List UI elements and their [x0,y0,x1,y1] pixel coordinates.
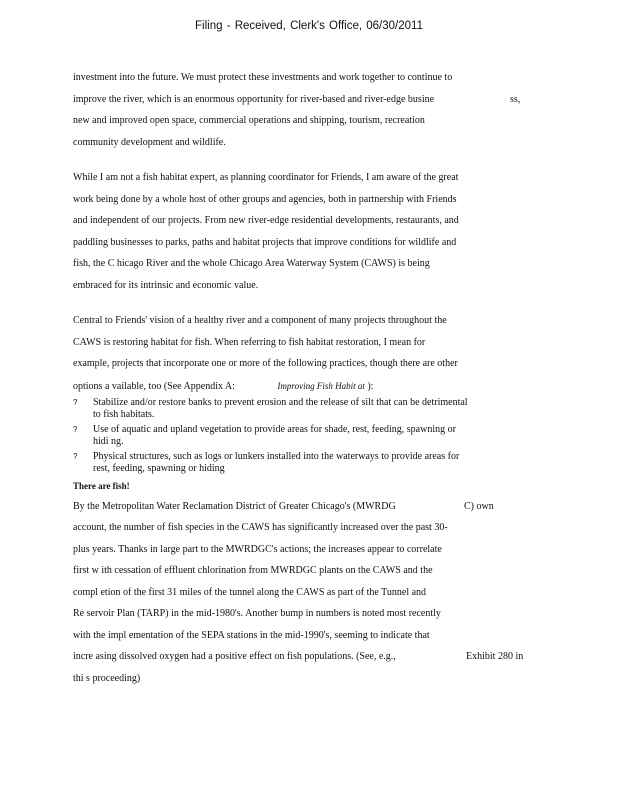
text-line-end: ): [367,380,374,392]
practice-list [73,397,543,475]
text-line: compl etion of the first 31 miles of the tunnel along the CAWS as part of the Tunnel and [73,586,427,598]
list-item-text: Use of aquatic and upland vegetation to provide areas for shade, rest, feeding, spawning or hidi ng. [93,423,456,447]
text-line-start: options a vailable, too (See Appendix A: [73,380,235,392]
list-item [73,424,469,448]
text-line: account, the number of fish species in the CAWS has significantly increased over the past 30- [73,522,448,533]
section-heading: There are fish! [73,480,130,491]
text-line-end: C) own [464,500,494,512]
paragraph-planning-coordinator [73,172,543,301]
text-line-start: By the Metropolitan Water Reclamation District of Greater Chicago's (MWRDG [73,500,396,512]
paragraph-fish-species [73,501,543,695]
text-line: thi s proceeding) [73,672,141,684]
filing-header: Filing - Received, Clerk's Office, 06/30/2011 [195,20,423,32]
list-item-text: Stabilize and/or restore banks to prevent erosion and the release of silt that can be detrimental to fish habitats. [93,396,468,420]
text-line: and independent of our projects. From new river-edge residential developments, restaurants, and [73,215,459,226]
paragraph-habitat-restoration [73,315,543,394]
text-line: work being done by a whole host of other groups and agencies, both in partnership with Friends [73,193,457,205]
text-line: While I am not a fish habitat expert, as planning coordinator for Friends, I am aware of the great [73,172,459,183]
list-item [73,397,469,421]
text-line-start: improve the river, which is an enormous opportunity for river-based and river-edge busine [73,93,435,105]
bullet-mark: ? [73,451,78,461]
text-line: community development and wildlife. [73,136,226,148]
text-line [73,651,543,673]
text-line-start: incre asing dissolved oxygen had a positive effect on fish populations. (See, e.g., [73,651,396,662]
paragraph-investment [73,72,543,158]
text-line: example, projects that incorporate one or more of the following practices, though there are other [73,358,458,369]
text-line [73,380,543,394]
text-line: Central to Friends' vision of a healthy river and a component of many projects throughout the [73,315,447,326]
text-line: paddling businesses to parks, paths and habitat projects that improve conditions for wildlife and [73,236,457,248]
text-line: CAWS is restoring habitat for fish. When referring to fish habitat restoration, I mean for [73,336,426,348]
text-line: Re servoir Plan (TARP) in the mid-1980's. Another bump in numbers is noted most recently [73,608,441,619]
appendix-title: Improving Fish Habit at [277,380,365,391]
document-body [73,72,543,694]
bullet-mark: ? [73,397,78,407]
text-line-end: ss, [510,93,521,105]
text-line: fish, the C hicago River and the whole Chicago Area Waterway System (CAWS) is being [73,258,430,269]
text-line-end: Exhibit 280 in [466,651,524,662]
list-item [73,451,469,475]
text-line: embraced for its intrinsic and economic value. [73,279,259,291]
text-line: investment into the future. We must protect these investments and work together to continue to [73,72,453,83]
text-line: new and improved open space, commercial operations and shipping, tourism, recreation [73,115,425,126]
text-line: with the impl ementation of the SEPA stations in the mid-1990's, seeming to indicate that [73,629,430,641]
bullet-mark: ? [73,424,78,434]
text-line [73,501,543,523]
text-line: first w ith cessation of effluent chlorination from MWRDGC plants on the CAWS and the [73,565,433,576]
list-item-text: Physical structures, such as logs or lunkers installed into the waterways to provide areas for rest, feeding, spawning or hiding [93,450,460,474]
text-line: plus years. Thanks in large part to the MWRDGC's actions; the increases appear to correlate [73,543,442,555]
text-line [73,94,543,116]
